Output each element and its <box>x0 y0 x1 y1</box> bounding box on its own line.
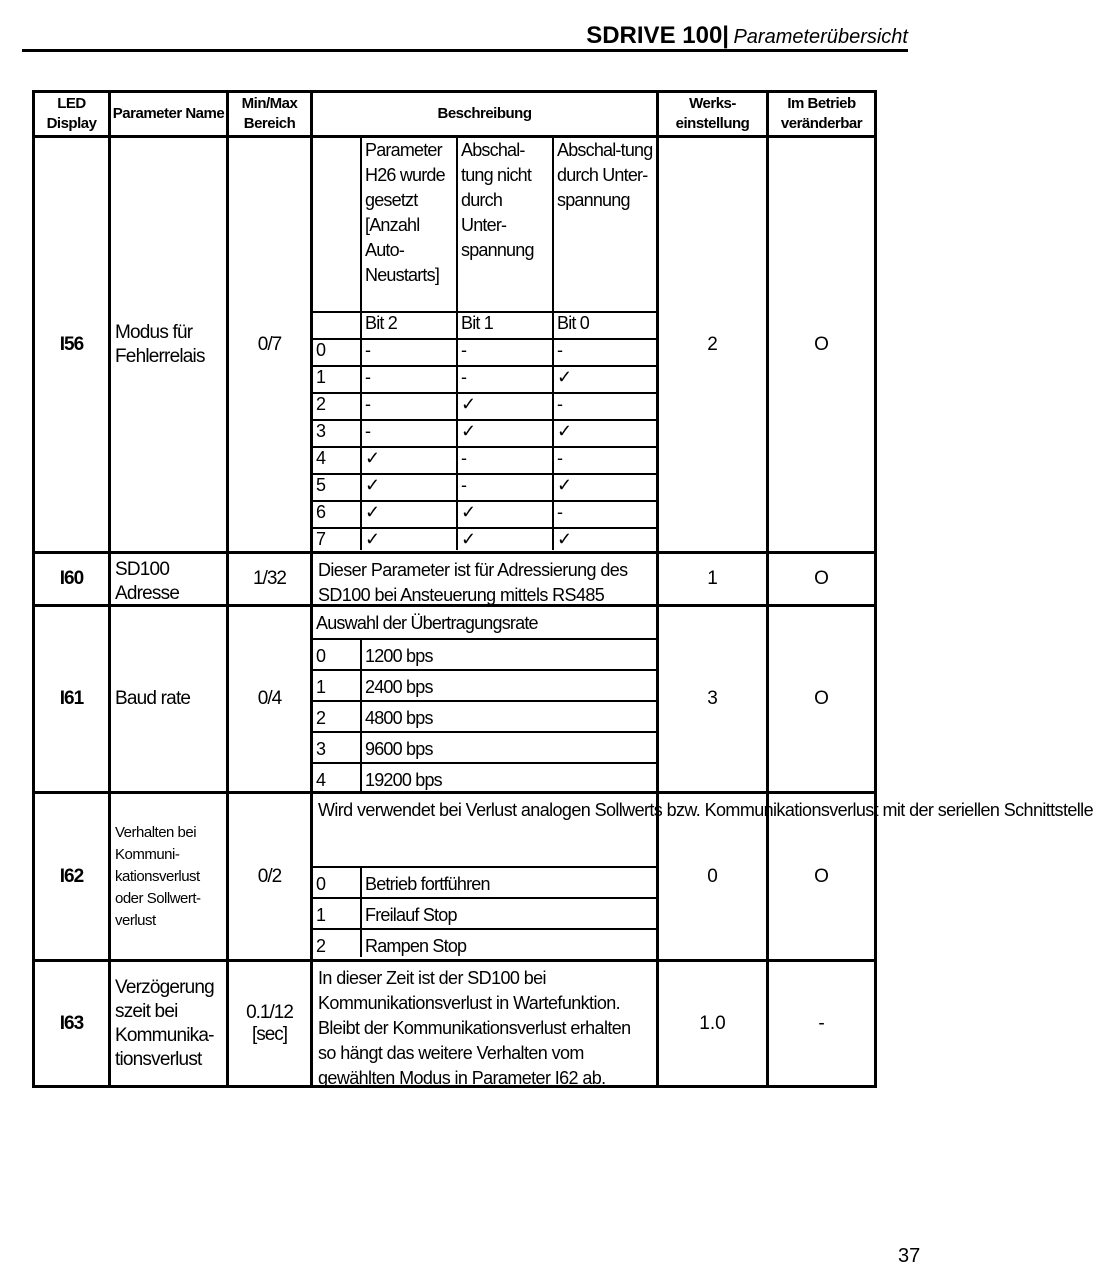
param-range: 1/32 <box>228 553 312 606</box>
option-label: Freilauf Stop <box>361 898 656 929</box>
page-number: 37 <box>898 1245 921 1267</box>
param-description <box>312 793 1093 961</box>
param-changeable: - <box>768 961 876 1087</box>
bit-label: Bit 0 <box>553 312 656 339</box>
param-default: 0 <box>658 793 768 961</box>
col-header-led: LED Display <box>34 92 110 137</box>
page-header <box>22 22 908 52</box>
option-label: 19200 bps <box>361 763 656 791</box>
bit-col-header: Abschal-tung durch Unter-spannung <box>553 138 656 312</box>
param-range: 0/2 <box>228 793 312 961</box>
option-label: Rampen Stop <box>361 929 656 957</box>
param-description <box>312 606 658 793</box>
param-changeable: O <box>768 137 876 553</box>
brand-title: SDRIVE 100 <box>586 22 723 49</box>
option-row <box>313 639 656 670</box>
option-code: 2 <box>313 701 361 732</box>
bit-value: - <box>361 393 457 420</box>
param-default: 1 <box>658 553 768 606</box>
bit-col-header: Parameter H26 wurde gesetzt [Anzahl Auto-Neustarts] <box>361 138 457 312</box>
col-header-default: Werks-einstellung <box>658 92 768 137</box>
option-row <box>313 732 656 763</box>
bit-value: ✓ <box>457 420 553 447</box>
option-code: 4 <box>313 763 361 791</box>
bit-row <box>313 393 656 420</box>
option-label: Betrieb fortführen <box>361 867 656 898</box>
param-name: SD100 Adresse <box>115 559 180 604</box>
option-table <box>313 794 1093 957</box>
param-changeable: O <box>768 793 876 961</box>
param-description: Dieser Parameter ist für Adressierung des SD100 bei Ansteuerung mittels RS485 <box>318 560 628 605</box>
param-default: 2 <box>658 137 768 553</box>
option-caption: Auswahl der Übertragungsrate <box>313 607 656 639</box>
bit-row <box>313 528 656 550</box>
option-code: 1 <box>313 898 361 929</box>
bit-value: 6 <box>313 501 361 528</box>
param-range: 0/4 <box>228 606 312 793</box>
option-row <box>313 701 656 732</box>
option-label: 1200 bps <box>361 639 656 670</box>
bit-value: - <box>457 474 553 501</box>
bit-label: Bit 1 <box>457 312 553 339</box>
bit-value: - <box>361 420 457 447</box>
param-name: Modus für Fehlerrelais <box>110 137 228 553</box>
bit-value: 3 <box>313 420 361 447</box>
bit-value: - <box>457 447 553 474</box>
bit-value: ✓ <box>457 501 553 528</box>
bit-value: ✓ <box>361 447 457 474</box>
bit-col-header: Abschal-tung nicht durch Unter-spannung <box>457 138 553 312</box>
table-row <box>34 553 876 606</box>
param-name: Verhalten bei Kommuni-kationsverlust oder Sollwert-verlust <box>110 793 228 961</box>
table-row <box>34 793 876 961</box>
bit-value: ✓ <box>553 420 656 447</box>
bit-value: - <box>361 366 457 393</box>
param-description: In dieser Zeit ist der SD100 bei Kommunikationsverlust in Wartefunktion. Bleibt der Kommunikationsverlust erhalten so hängt das weitere Verhalten vom gewählten Modus in Parameter I62 ab. <box>318 968 631 1088</box>
bit-value: ✓ <box>361 528 457 550</box>
option-label: 2400 bps <box>361 670 656 701</box>
bit-value: ✓ <box>361 474 457 501</box>
bit-value: 7 <box>313 528 361 550</box>
table-row <box>34 961 876 1087</box>
bit-label: Bit 2 <box>361 312 457 339</box>
param-changeable: O <box>768 606 876 793</box>
option-code: 3 <box>313 732 361 763</box>
bit-value: 5 <box>313 474 361 501</box>
bit-value: ✓ <box>457 393 553 420</box>
bit-value: - <box>553 447 656 474</box>
bit-value: 4 <box>313 447 361 474</box>
bit-value: ✓ <box>553 366 656 393</box>
bit-value: - <box>553 393 656 420</box>
bit-value: ✓ <box>553 528 656 550</box>
bit-value: 1 <box>313 366 361 393</box>
option-row <box>313 929 656 957</box>
table-header-row <box>34 92 876 137</box>
header-separator: | <box>722 22 730 49</box>
bit-row <box>313 501 656 528</box>
param-description-cell <box>312 553 658 606</box>
param-default: 3 <box>658 606 768 793</box>
option-caption: Wird verwendet bei Verlust analogen Sollwerts bzw. Kommunikationsverlust mit der seriellen Schnittstelle <box>318 800 1093 820</box>
bit-value: ✓ <box>553 474 656 501</box>
param-id: I56 <box>34 137 110 553</box>
option-label: 9600 bps <box>361 732 656 763</box>
bit-value: - <box>553 501 656 528</box>
col-header-range: Min/Max Bereich <box>228 92 312 137</box>
bit-value: ✓ <box>457 528 553 550</box>
param-id: I61 <box>34 606 110 793</box>
option-row <box>313 763 656 791</box>
bit-row <box>313 447 656 474</box>
bit-value: 0 <box>313 339 361 366</box>
option-label: 4800 bps <box>361 701 656 732</box>
option-row <box>313 670 656 701</box>
param-name: Verzögerung szeit bei Kommunika-tionsverlust <box>110 961 228 1087</box>
option-code: 0 <box>313 867 361 898</box>
bit-value: - <box>457 366 553 393</box>
bit-value: - <box>553 339 656 366</box>
bit-row <box>313 339 656 366</box>
bit-value: - <box>457 339 553 366</box>
param-description <box>312 137 658 553</box>
bit-value: 2 <box>313 393 361 420</box>
bit-row <box>313 420 656 447</box>
param-name: Baud rate <box>110 606 228 793</box>
option-code: 0 <box>313 639 361 670</box>
col-header-name: Parameter Name <box>110 92 228 137</box>
param-name-cell <box>110 553 228 606</box>
col-header-changeable: Im Betrieb veränderbar <box>768 92 876 137</box>
bit-table <box>313 138 656 550</box>
bit-value: ✓ <box>361 501 457 528</box>
bit-row <box>313 366 656 393</box>
param-id: I60 <box>34 553 110 606</box>
option-code: 1 <box>313 670 361 701</box>
param-changeable: O <box>768 553 876 606</box>
option-row <box>313 898 656 929</box>
table-row <box>34 606 876 793</box>
param-range: 0/7 <box>228 137 312 553</box>
bit-row <box>313 474 656 501</box>
param-default: 1.0 <box>658 961 768 1087</box>
header-subtitle: Parameterübersicht <box>733 26 908 48</box>
table-row <box>34 137 876 553</box>
param-range: 0.1/12 [sec] <box>228 961 312 1087</box>
option-code: 2 <box>313 929 361 957</box>
option-row <box>313 867 656 898</box>
parameter-table <box>32 90 1093 1088</box>
param-description-cell <box>312 961 658 1087</box>
param-id: I62 <box>34 793 110 961</box>
bit-value: - <box>361 339 457 366</box>
option-table <box>313 607 656 791</box>
param-id: I63 <box>34 961 110 1087</box>
col-header-desc: Beschreibung <box>312 92 658 137</box>
